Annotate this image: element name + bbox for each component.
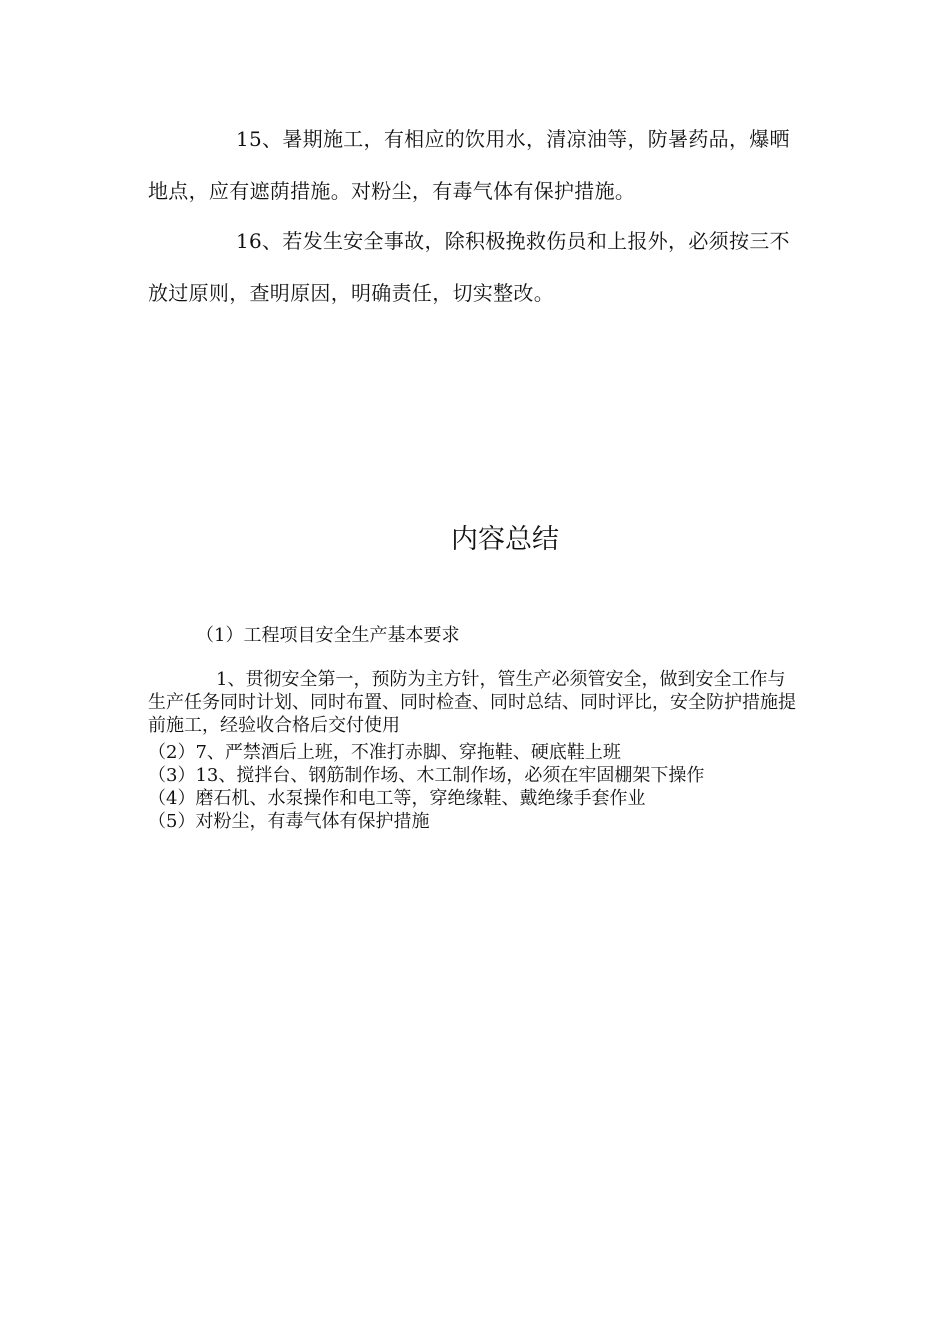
paragraph-item-16: 16、若发生安全事故，除积极挽救伤员和上报外，必须按三不放过原则，查明原因，明确责任，切实整改。 (148, 229, 790, 305)
summary-list-item: （3）13、搅拌台、钢筋制作场、木工制作场，必须在牢固棚架下操作 (148, 765, 705, 786)
summary-list-item: （2）7、严禁酒后上班，不准打赤脚、穿拖鞋、硬底鞋上班 (148, 742, 621, 763)
summary-list-item: （5）对粉尘，有毒气体有保护措施 (148, 811, 430, 832)
summary-title: 内容总结 (451, 524, 559, 555)
summary-list-item: （4）磨石机、水泵操作和电工等，穿绝缘鞋、戴绝缘手套作业 (148, 788, 646, 809)
summary-list (148, 741, 808, 833)
summary-heading: （1）工程项目安全生产基本要求 (196, 625, 460, 646)
summary-point-1: 1、贯彻安全第一，预防为主方针，管生产必须管安全，做到安全工作与生产任务同时计划、同时布置、同时检查、同时总结、同时评比，安全防护措施提前施工，经验收合格后交付使用 (148, 669, 796, 736)
paragraph-item-15: 15、暑期施工，有相应的饮用水，清凉油等，防暑药品，爆晒地点，应有遮荫措施。对粉尘，有毒气体有保护措施。 (148, 127, 790, 203)
